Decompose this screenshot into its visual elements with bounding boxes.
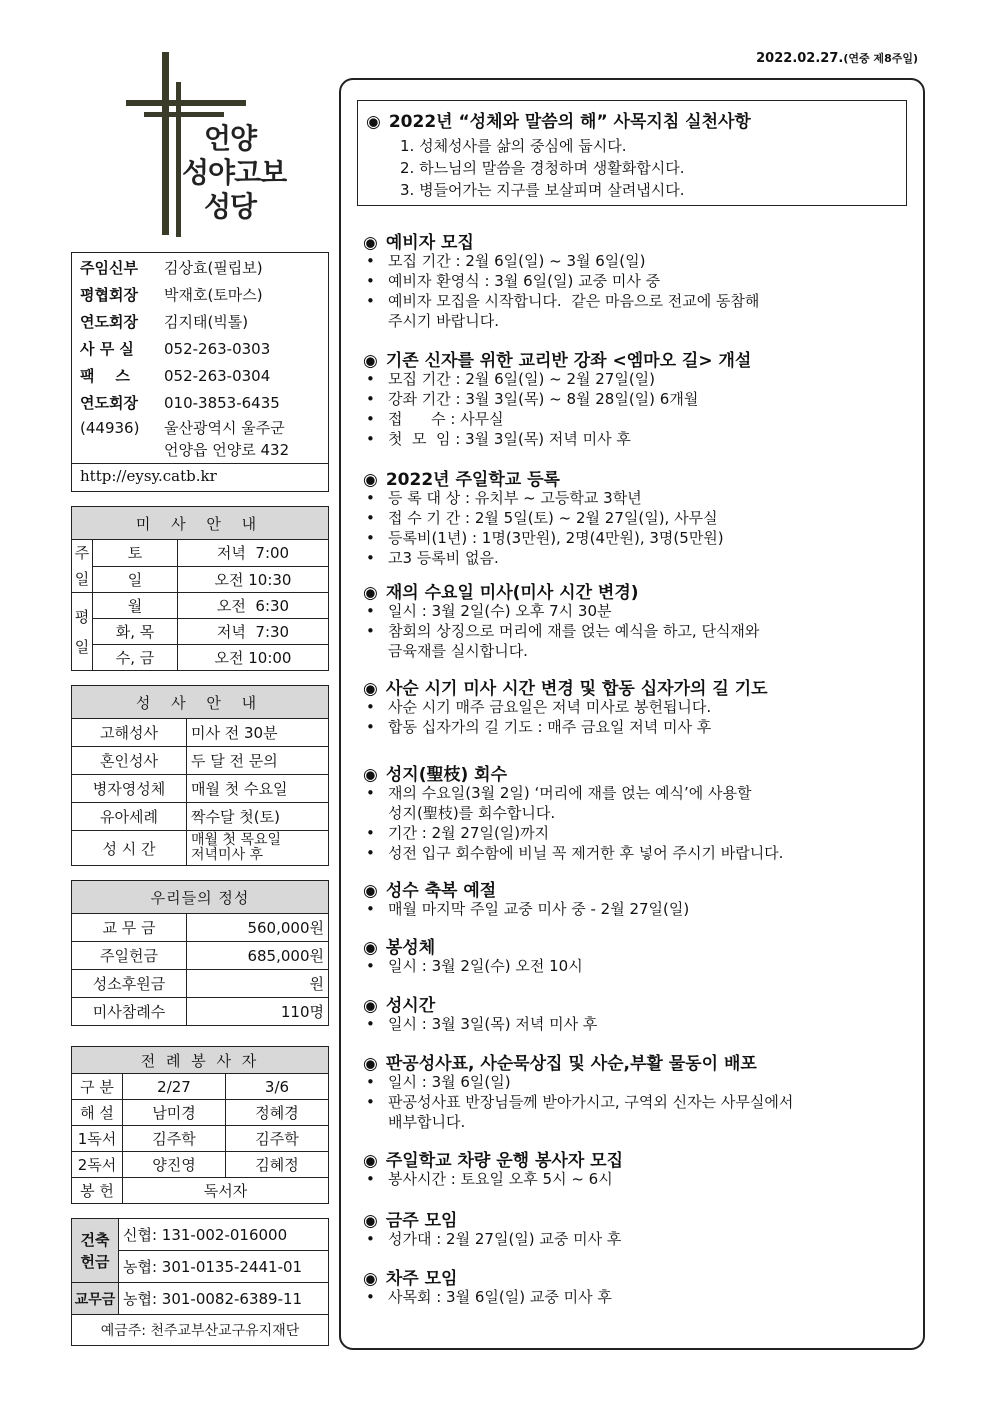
mass-day: 토 [93,540,178,567]
building-account-1: 신협: 131-002-016000 [119,1219,329,1251]
section-item-text: 매월 마지막 주일 교중 미사 중 - 2월 27일(일) [388,900,690,918]
section-item-text: 주시기 바랍니다. [388,312,499,330]
date-text: 2022.02.27. [756,51,844,66]
section-item-text: 고3 등록비 없음. [388,549,499,567]
sacrament-title: 성 사 안 내 [72,686,329,719]
section-item [366,804,555,823]
section-item [366,370,655,389]
section-item-text: 모집 기간 : 2월 6일(일) ~ 3월 6일(일) [388,252,646,270]
section-item-text: 배부합니다. [388,1113,466,1131]
section-title [363,1049,757,1074]
bullet-dot-icon: • [366,549,375,567]
target-bullet-icon: ◉ [363,470,378,490]
servers-table [71,1046,329,1204]
target-bullet-icon: ◉ [363,233,378,253]
parish-logo [120,52,290,237]
parish-name-line2: 성야고보 [182,156,287,189]
section-title [363,876,496,901]
section-item [366,390,698,409]
section-item-text: 사순 시기 매주 금요일은 저녁 미사로 봉헌됩니다. [388,698,712,716]
offering-value: 원 [187,970,329,998]
section-title [363,933,435,958]
target-bullet-icon: ◉ [363,351,378,371]
section-item-text: 판공성사표 반장님들께 받아가시고, 구역외 신자는 사무실에서 [388,1093,794,1111]
pastoral-guideline-box [357,100,907,206]
postcode: (44936) [80,419,140,437]
parish-name-line3: 성당 [204,190,257,223]
offering-value: 685,000원 [187,942,329,970]
section-title [363,1264,457,1289]
bullet-dot-icon: • [366,272,375,290]
section-item [366,1015,597,1034]
section-title [363,1146,623,1171]
address-line2: 언양읍 언양로 432 [164,441,290,459]
section-item [366,272,660,291]
account-holder: 예금주: 천주교부산교구유지재단 [72,1315,329,1346]
section-item-text: 금육재를 실시합니다. [388,642,528,660]
servers-head-label: 구 분 [72,1074,123,1100]
section-title-text: 성지(聖枝) 회수 [385,765,507,785]
mass-time: 오전 10:00 [178,645,329,671]
servers-name: 김주학 [226,1126,329,1152]
section-item [366,602,612,621]
section-item-text: 일시 : 3월 2일(수) 오후 7시 30분 [388,602,612,620]
section-item [366,1093,793,1112]
offering-title: 우리들의 정성 [72,881,329,914]
section-item-text: 접 수 기 간 : 2월 5일(토) ~ 2월 27일(일), 사무실 [388,509,718,527]
sunday-label: 주일 [72,540,93,593]
info-row-yeondo: 연도회장 김지태(빅톨) [80,313,249,331]
info-row-pastor: 주임신부 김상효(필립보) [80,259,263,277]
bullet-dot-icon: • [366,1015,375,1033]
sacrament-table [71,685,329,866]
servers-role: 봉 헌 [72,1178,123,1204]
section-item-text: 기간 : 2월 27일(일)까지 [388,824,550,842]
section-item-text: 사목회 : 3월 6일(일) 교중 미사 후 [388,1288,612,1306]
section-title-text: 봉성체 [385,938,436,958]
section-item [366,252,645,271]
section-item [366,489,642,508]
section-item [366,1230,621,1249]
section-item [366,622,759,641]
info-row-council: 평협회장 박재호(토마스) [80,286,263,304]
bullet-dot-icon: • [366,957,375,975]
mass-time: 저녁 7:30 [178,619,329,645]
mass-day: 월 [93,593,178,619]
parish-name [182,122,286,224]
section-title [363,465,560,490]
sacrament-value: 짝수달 첫(토) [187,803,329,831]
section-item [366,529,724,548]
bullet-dot-icon: • [366,718,375,736]
offering-label: 성소후원금 [72,970,187,998]
servers-role: 1독서 [72,1126,123,1152]
info-address [80,417,285,438]
liturgical-week: (연중 제8주일) [843,52,918,65]
info-divider [72,463,328,464]
section-item [366,549,499,568]
section-title-text: 성수 축복 예절 [385,881,497,901]
info-row-yeondo-phone: 연도회장 010-3853-6435 [80,394,280,412]
bullet-dot-icon: • [366,1093,375,1111]
section-item-text: 모집 기간 : 2월 6일(일) ~ 2월 27일(일) [388,370,656,388]
section-title [363,760,507,785]
bullet-dot-icon: • [366,824,375,842]
sacrament-label: 병자영성체 [72,775,187,803]
section-title-text: 사순 시기 미사 시간 변경 및 합동 십자가의 길 기도 [385,679,768,699]
section-item-text: 합동 십자가의 길 기도 : 매주 금요일 저녁 미사 후 [388,718,712,736]
section-title-text: 차주 모임 [385,1269,458,1289]
section-item-text: 강좌 기간 : 3월 3일(목) ~ 8월 28일(일) 6개월 [388,390,699,408]
section-item-text: 일시 : 3월 3일(목) 저녁 미사 후 [388,1015,598,1033]
servers-name: 김주학 [123,1126,226,1152]
info-row-fax: 팩 스 052-263-0304 [80,367,271,385]
section-title-text: 재의 수요일 미사(미사 시간 변경) [385,583,639,603]
section-item-text: 첫 모 임 : 3월 3일(목) 저녁 미사 후 [388,430,631,448]
target-bullet-icon: ◉ [363,1269,378,1289]
section-item-text: 성가대 : 2월 27일(일) 교중 미사 후 [388,1230,622,1248]
dues-account: 농협: 301-0082-6389-11 [119,1283,329,1315]
sacrament-label: 고해성사 [72,719,187,747]
address-line1: 울산광역시 울주군 [164,419,285,437]
bullet-dot-icon: • [366,698,375,716]
section-item-text: 접 수 : 사무실 [388,410,504,428]
bullet-dot-icon: • [366,1288,375,1306]
bullet-dot-icon: • [366,390,375,408]
target-bullet-icon: ◉ [363,1054,378,1074]
mass-schedule-title: 미 사 안 내 [72,507,329,540]
building-fund-label: 건축헌금 [72,1219,119,1283]
section-title-text: 금주 모임 [385,1211,458,1231]
sacrament-value: 매월 첫 수요일 [187,775,329,803]
section-item-text: 봉사시간 : 토요일 오후 5시 ~ 6시 [388,1170,613,1188]
guideline-item: 1. 성체성사를 삶의 중심에 둡시다. [400,137,627,155]
bullet-dot-icon: • [366,292,375,310]
section-item [366,292,759,311]
servers-role: 2독서 [72,1152,123,1178]
section-item [366,410,504,429]
bullet-dot-icon: • [366,1170,375,1188]
offering-label: 주일헌금 [72,942,187,970]
mass-day: 화, 목 [93,619,178,645]
section-item-text: 성전 입구 회수함에 비닐 꼭 제거한 후 넣어 주시기 바랍니다. [388,844,784,862]
section-item [366,1288,612,1307]
bulletin-date [708,50,918,66]
section-item [366,784,752,803]
bullet-dot-icon: • [366,900,375,918]
target-bullet-icon: ◉ [363,583,378,603]
bullet-dot-icon: • [366,622,375,640]
servers-title: 전 례 봉 사 자 [72,1047,329,1074]
info-row-office: 사 무 실 052-263-0303 [80,340,271,358]
section-item [366,1170,613,1189]
cross-horizontal-2 [144,112,224,117]
parish-url[interactable]: http://eysy.catb.kr [80,467,217,485]
section-item-text: 예비자 환영식 : 3월 6일(일) 교중 미사 중 [388,272,661,290]
section-item [366,312,499,331]
bullet-dot-icon: • [366,509,375,527]
servers-role: 해 설 [72,1100,123,1126]
bullet-dot-icon: • [366,844,375,862]
bullet-dot-icon: • [366,1230,375,1248]
mass-day: 수, 금 [93,645,178,671]
offering-value: 560,000원 [187,914,329,942]
section-item [366,957,583,976]
servers-name: 양진영 [123,1152,226,1178]
section-title [363,346,751,371]
parish-info-box [71,252,329,492]
bullet-dot-icon: • [366,1073,375,1091]
section-item-text: 재의 수요일(3월 2일) ‘머리에 재를 얹는 예식’에 사용할 [388,784,752,802]
servers-offertory: 독서자 [123,1178,329,1204]
section-title-text: 판공성사표, 사순묵상집 및 사순,부활 물동이 배포 [385,1054,757,1074]
servers-name: 남미경 [123,1100,226,1126]
sacrament-label: 유아세례 [72,803,187,831]
section-item [366,1073,511,1092]
section-title-text: 기존 신자를 위한 교리반 강좌 <엠마오 길> 개설 [385,351,752,371]
section-item [366,509,718,528]
section-item-text: 일시 : 3월 2일(수) 오전 10시 [388,957,583,975]
section-title [363,228,474,253]
section-title-text: 예비자 모집 [385,233,474,253]
bullet-dot-icon: • [366,784,375,802]
target-bullet-icon: ◉ [363,679,378,699]
dues-label: 교무금 [72,1283,119,1315]
offering-label: 교 무 금 [72,914,187,942]
section-item [366,430,631,449]
section-title-text: 주일학교 차량 운행 봉사자 모집 [385,1151,624,1171]
weekday-label: 평일 [72,593,93,671]
section-title-text: 성시간 [385,996,436,1016]
sacrament-value: 미사 전 30분 [187,719,329,747]
bank-table [71,1218,329,1346]
section-item [366,718,711,737]
servers-name: 정혜경 [226,1100,329,1126]
bullet-dot-icon: • [366,602,375,620]
section-item [366,642,528,661]
section-item-text: 예비자 모집을 시작합니다. 같은 마음으로 전교에 동참해 [388,292,760,310]
mass-time: 오전 6:30 [178,593,329,619]
guideline-item: 3. 병들어가는 지구를 보살피며 살려냅시다. [400,181,685,199]
section-item [366,824,549,843]
bullet-dot-icon: • [366,529,375,547]
target-bullet-icon: ◉ [366,112,381,132]
servers-date: 2/27 [123,1074,226,1100]
section-item-text: 참회의 상징으로 머리에 재를 얹는 예식을 하고, 단식재와 [388,622,760,640]
section-item-text: 등 록 대 상 : 유치부 ~ 고등학교 3학년 [388,489,642,507]
section-title-text: 2022년 주일학교 등록 [385,470,560,490]
section-item [366,900,689,919]
servers-date: 3/6 [226,1074,329,1100]
offering-table [71,880,329,1026]
section-title [363,674,768,699]
mass-schedule-table [71,506,329,671]
section-item-text: 성지(聖枝)를 회수합니다. [388,804,556,822]
parish-name-line1: 언양 [204,122,257,155]
cross-vertical-1 [162,52,169,235]
target-bullet-icon: ◉ [363,881,378,901]
target-bullet-icon: ◉ [363,1211,378,1231]
cross-horizontal-1 [126,100,246,106]
mass-time: 저녁 7:00 [178,540,329,567]
guideline-item: 2. 하느님의 말씀을 경청하며 생활화합시다. [400,159,685,177]
guideline-title: ◉ 2022년 “성체와 말씀의 해” 사목지침 실천사항 [366,112,751,132]
bullet-dot-icon: • [366,252,375,270]
offering-value: 110명 [187,998,329,1026]
target-bullet-icon: ◉ [363,1151,378,1171]
bullet-dot-icon: • [366,370,375,388]
section-item-text: 등록비(1년) : 1명(3만원), 2명(4만원), 3명(5만원) [388,529,724,547]
building-account-2: 농협: 301-0135-2441-01 [119,1251,329,1283]
bullet-dot-icon: • [366,489,375,507]
section-title [363,578,639,603]
target-bullet-icon: ◉ [363,938,378,958]
section-item [366,698,711,717]
sacrament-label: 혼인성사 [72,747,187,775]
bullet-dot-icon: • [366,410,375,428]
target-bullet-icon: ◉ [363,996,378,1016]
bullet-dot-icon: • [366,430,375,448]
mass-time: 오전 10:30 [178,566,329,593]
section-item [366,1113,465,1132]
sacrament-label: 성 시 간 [72,831,187,866]
target-bullet-icon: ◉ [363,765,378,785]
sacrament-value: 매월 첫 목요일 저녁미사 후 [187,831,329,866]
offering-label: 미사참례수 [72,998,187,1026]
servers-name: 김혜정 [226,1152,329,1178]
mass-day: 일 [93,566,178,593]
section-title [363,1206,457,1231]
sacrament-value: 두 달 전 문의 [187,747,329,775]
section-title [363,991,435,1016]
section-item-text: 일시 : 3월 6일(일) [388,1073,511,1091]
section-item [366,844,783,863]
